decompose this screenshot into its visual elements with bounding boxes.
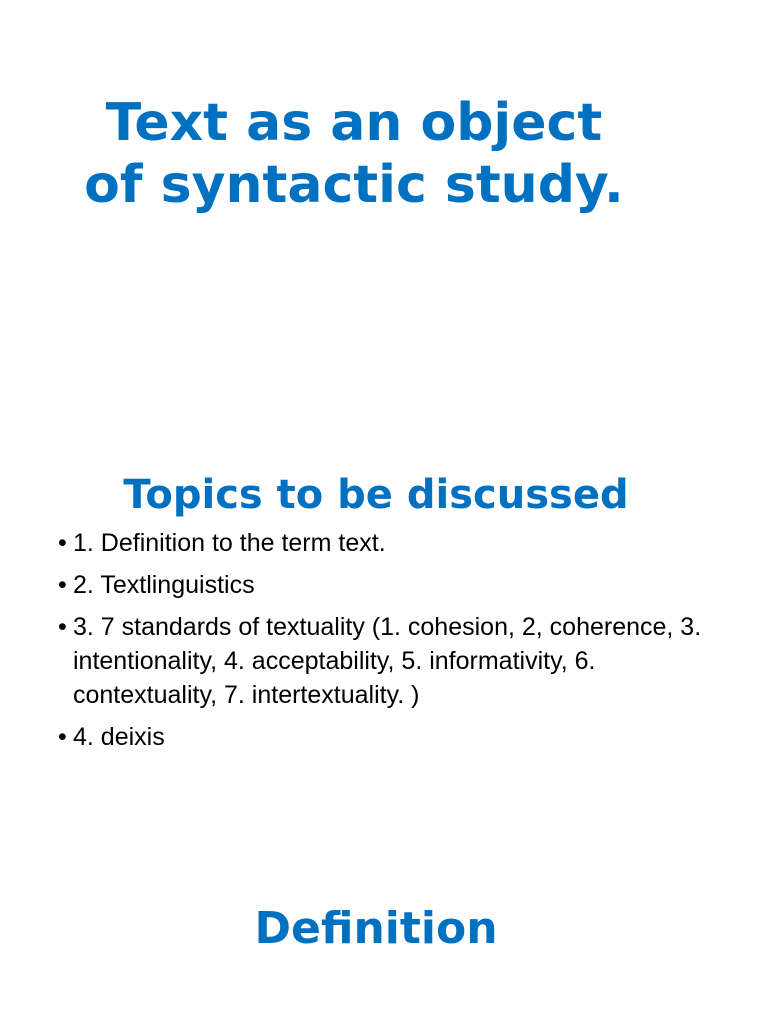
list-item: • 1. Definition to the term text. bbox=[58, 526, 738, 560]
slide-definition bbox=[0, 880, 768, 1024]
slide-topics bbox=[0, 440, 768, 840]
title-line-1: Text as an object bbox=[105, 93, 603, 153]
list-item: • 3. 7 standards of textuality (1. cohesion, 2, coherence, 3. intentionality, 4. acceptability, 5. informativity, 6. contextuality, 7. intertextuality. ) bbox=[58, 610, 738, 712]
list-item: • 2. Textlinguistics bbox=[58, 568, 738, 602]
topics-list bbox=[58, 526, 738, 762]
topics-heading: Topics to be discussed bbox=[123, 472, 629, 518]
definition-heading: Definition bbox=[254, 903, 498, 954]
slide-title-heading bbox=[20, 92, 688, 216]
list-item: • 4. deixis bbox=[58, 720, 738, 754]
title-line-2: of syntactic study. bbox=[84, 155, 624, 215]
slide-title bbox=[0, 0, 768, 384]
